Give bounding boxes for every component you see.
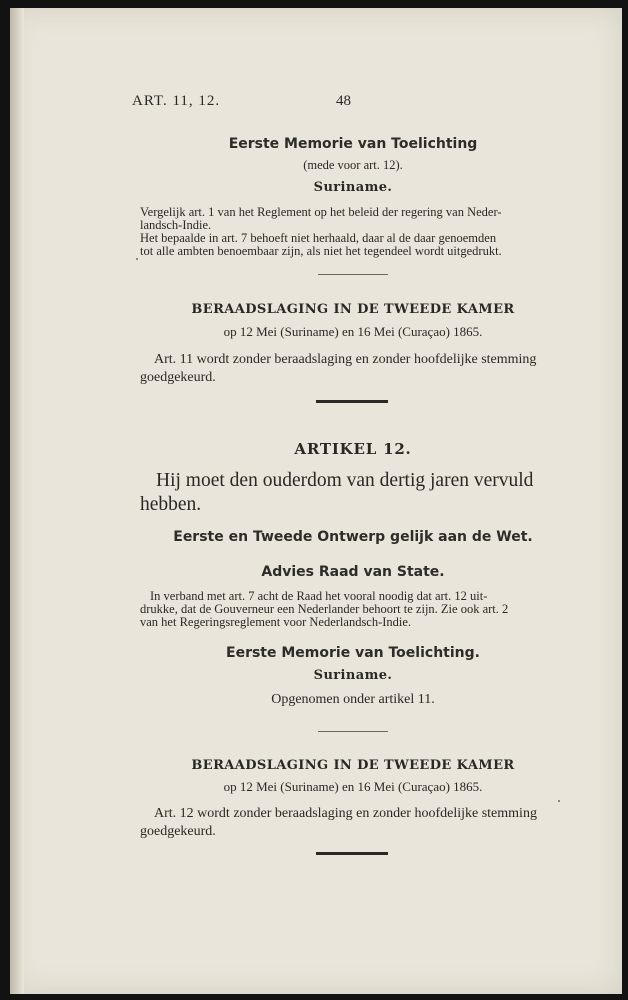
section2-line: goedgekeurd. <box>140 370 216 385</box>
section5-title: Eerste Memorie van Toelichting. <box>226 645 480 661</box>
section1-paragraph <box>140 206 566 258</box>
section1-subtitle: (mede voor art. 12). <box>303 158 403 172</box>
section5-text: Opgenomen onder artikel 11. <box>271 692 435 707</box>
section3-title: Eerste en Tweede Ontwerp gelijk aan de Wet. <box>173 529 533 545</box>
section4-title: Advies Raad van State. <box>261 564 445 580</box>
section4-line: van het Regeringsreglement voor Nederlandsch-Indie. <box>140 615 412 629</box>
article-line: Hij moet den ouderdom van dertig jaren vervuld <box>156 470 534 491</box>
divider-thin <box>318 731 388 732</box>
section2-line: Art. 11 wordt zonder beraadslaging en zonder hoofdelijke stemming <box>154 352 537 367</box>
section2-date: op 12 Mei (Suriname) en 16 Mei (Curaçao) 1865. <box>223 324 483 339</box>
divider-thick <box>316 400 388 403</box>
ink-speck <box>136 258 138 260</box>
section1-line: Vergelijk art. 1 van het Reglement op het beleid der regering van Neder- <box>140 205 502 219</box>
section2-paragraph <box>140 351 566 387</box>
section1-line: Het bepaalde in art. 7 behoeft niet herhaald, daar al de daar genoemden <box>140 231 497 245</box>
section2-title: BERAADSLAGING IN DE TWEEDE KAMER <box>191 302 515 317</box>
section5-region: Suriname. <box>313 668 393 683</box>
divider-thick <box>316 852 388 855</box>
section1-region: Suriname. <box>313 180 393 195</box>
section6-line: goedgekeurd. <box>140 824 216 839</box>
running-header-articles: ART. 11, 12. <box>132 93 221 109</box>
article-title: ARTIKEL 12. <box>294 440 412 458</box>
section1-line: tot alle ambten benoembaar zijn, als niet het tegendeel wordt uitgedrukt. <box>140 244 502 258</box>
ink-speck <box>558 800 560 802</box>
section6-paragraph <box>140 805 566 841</box>
section6-line: Art. 12 wordt zonder beraadslaging en zonder hoofdelijke stemming <box>154 806 537 821</box>
section1-line: landsch-Indie. <box>140 218 212 232</box>
article-line: hebben. <box>140 494 202 515</box>
section6-title: BERAADSLAGING IN DE TWEEDE KAMER <box>191 758 515 773</box>
article-text <box>140 469 566 517</box>
section4-line: In verband met art. 7 acht de Raad het vooral noodig dat art. 12 uit- <box>150 589 488 603</box>
section1-title: Eerste Memorie van Toelichting <box>228 136 478 152</box>
section4-paragraph <box>140 590 566 629</box>
page-gutter <box>10 8 24 994</box>
page-number: 48 <box>336 93 351 109</box>
section6-date: op 12 Mei (Suriname) en 16 Mei (Curaçao) 1865. <box>223 779 483 794</box>
section4-line: drukke, dat de Gouverneur een Nederlander behoort te zijn. Zie ook art. 2 <box>140 602 509 616</box>
divider-thin <box>318 274 388 275</box>
